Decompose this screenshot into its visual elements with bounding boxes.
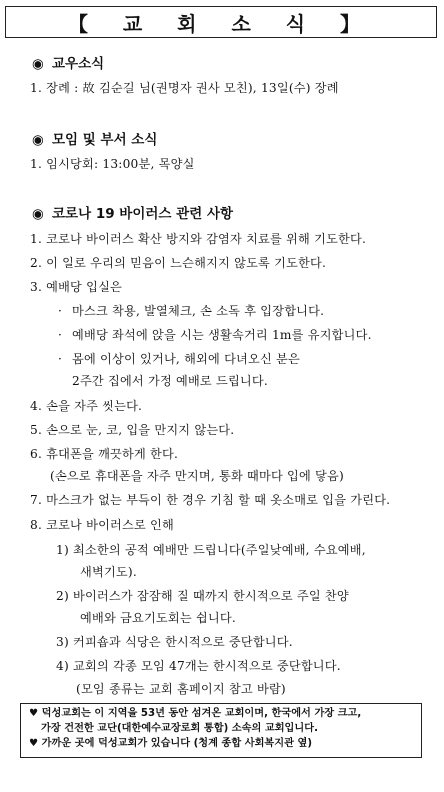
meeting-notice: 1. 임시당회: 13:00분, 목양실 (30, 157, 195, 171)
covid-item-6-note: (손으로 휴대폰을 자주 만지며, 통화 때마다 입에 닿음) (50, 469, 344, 483)
church-info-box (20, 703, 422, 758)
section-title: 모임 및 부서 소식 (52, 132, 158, 148)
section-meetings-heading (32, 128, 157, 148)
dot-bullet-icon: · (58, 304, 63, 318)
covid-item-6: 6. 휴대폰을 깨끗하게 한다. (30, 447, 179, 461)
funeral-notice: 1. 장례 : 故 김순길 님(권명자 권사 모친), 13일(수) 장례 (30, 81, 339, 95)
covid-subitem: · 예배당 좌석에 앉을 시는 생활속거리 1m를 유지합니다. (58, 328, 372, 342)
target-bullet-icon: ◉ (32, 56, 44, 72)
covid-item-4: 4. 손을 자주 씻는다. (30, 399, 143, 413)
covid-item-7: 7. 마스크가 없는 부득이 한 경우 기침 할 때 옷소매로 입을 가린다. (30, 493, 391, 507)
church-info-line-2: 가장 건전한 교단(대한예수교장로회 통합) 소속의 교회입니다. (41, 723, 318, 734)
section-title: 코로나 19 바이러스 관련 사항 (52, 206, 234, 222)
target-bullet-icon: ◉ (32, 206, 44, 222)
section-covid-heading (32, 202, 233, 222)
covid-item-3: 3. 예배당 입실은 (30, 280, 123, 294)
covid-item-8-1: 1) 최소한의 공적 예배만 드립니다(주일낮예배, 수요예배, (56, 543, 366, 557)
covid-item-8-2: 2) 바이러스가 잠잠해 질 때까지 한시적으로 주일 찬양 (56, 589, 349, 603)
covid-item-5: 5. 손으로 눈, 코, 입을 만지지 않는다. (30, 423, 235, 437)
section-member-news-heading (32, 52, 104, 72)
covid-subitem: · 몸에 이상이 있거나, 해외에 다녀오신 분은 (58, 352, 300, 366)
dot-bullet-icon: · (58, 352, 63, 366)
covid-item-8-1-cont: 새벽기도). (80, 565, 137, 579)
covid-item-8-2-cont: 예배와 금요기도회는 쉽니다. (80, 611, 236, 625)
church-info-line-3: ♥ 가까운 곳에 덕성교회가 있습니다 (청계 종합 사회복지관 옆) (29, 738, 313, 749)
covid-item-8: 8. 코로나 바이러스로 인해 (30, 518, 174, 532)
covid-item-1: 1. 코로나 바이러스 확산 방지와 감염자 치료를 위해 기도한다. (30, 232, 367, 246)
covid-item-8-3: 3) 커피숍과 식당은 한시적으로 중단합니다. (56, 635, 293, 649)
target-bullet-icon: ◉ (32, 132, 44, 148)
section-title: 교우소식 (52, 56, 105, 72)
covid-subitem-cont: 2주간 집에서 가정 예배로 드립니다. (72, 374, 268, 388)
dot-bullet-icon: · (58, 328, 63, 342)
covid-item-2: 2. 이 일로 우리의 믿음이 느슨해지지 않도록 기도한다. (30, 256, 327, 270)
bulletin-title-box (5, 6, 437, 38)
bulletin-title: 【 교 회 소 식 】 (67, 11, 375, 36)
covid-item-8-4-note: (모임 종류는 교회 홈페이지 참고 바람) (76, 682, 286, 696)
covid-item-8-4: 4) 교회의 각종 모임 47개는 한시적으로 중단합니다. (56, 659, 341, 673)
church-info-line-1: ♥ 덕성교회는 이 지역을 53년 동안 섬겨온 교회이며, 한국에서 가장 크고, (29, 708, 362, 719)
covid-subitem: · 마스크 착용, 발열체크, 손 소독 후 입장합니다. (58, 304, 325, 318)
